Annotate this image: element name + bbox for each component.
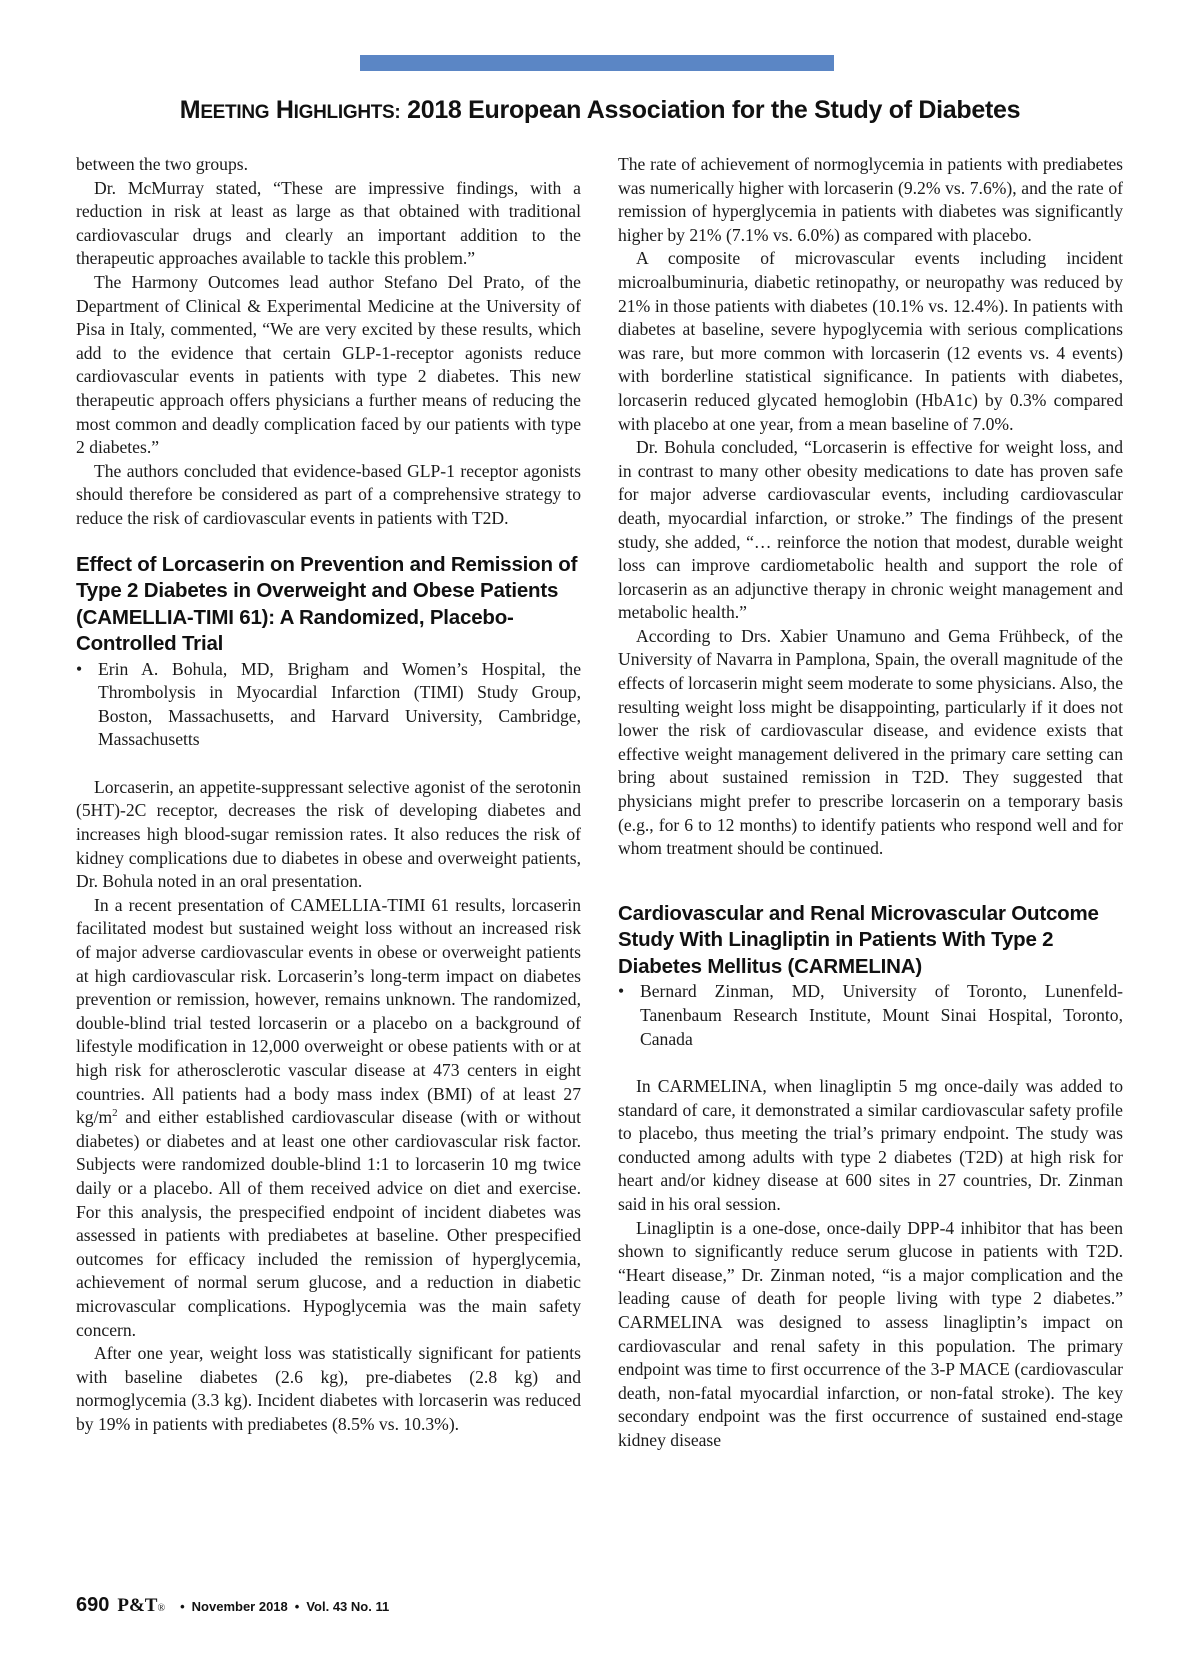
paragraph: In CARMELINA, when linagliptin 5 mg once-daily was added to standard of care, it demonstrated a similar cardiovascular safety profile to placebo, thus meeting the trial’s primary endpoint. The study was conducted among adults with type 2 diabetes (T2D) at high risk for heart and/or kidney disease at 600 sites in 27 countries, Dr. Zinman said in his oral session. — [618, 1076, 1123, 1215]
paragraph: Linagliptin is a one-dose, once-daily DPP-4 inhibitor that has been shown to significantly reduce serum glucose in patients with T2D. “Heart disease,” Dr. Zinman noted, “is a major complication and the leading cause of death for people living with type 2 diabetes.” CARMELINA was designed to assess linagliptin’s impact on cardiovascular and renal safety in this population. The primary endpoint was time to first occurrence of the 3-P MACE (cardiovascular death, non-fatal myocardial infarction, or non-fatal stroke). The key secondary endpoint was the first occurrence of sustained end-stage kidney disease — [618, 1217, 1123, 1450]
right-column — [618, 153, 1123, 1453]
paragraph: A composite of microvascular events including incident microalbuminuria, diabetic retinopathy, or neuropathy was reduced by 21% in those patients with diabetes (10.1% vs. 12.4%). In patients with diabetes at baseline, severe hypoglycemia with serious complications was rare, but more common with lorcaserin (12 events vs. 4 events) with borderline statistical significance. In patients with diabetes, lorcaserin reduced glycated hemoglobin (HbA1c) by 0.3% compared with placebo at one year, from a mean baseline of 7.0%. — [618, 248, 1123, 434]
section-heading-lorcaserin: Effect of Lorcaserin on Prevention and Remission of Type 2 Diabetes in Overweight and Obese Patients (CAMELLIA-TIMI 61): A Randomized, Placebo-Controlled Trial — [76, 552, 578, 655]
paragraph: Lorcaserin, an appetite-suppressant selective agonist of the serotonin (5HT)-2C receptor, decreases the risk of developing diabetes and increases high blood-sugar remission rates. It also reduces the risk of kidney complications due to diabetes in obese and overweight patients, Dr. Bohula noted in an oral presentation. — [76, 776, 581, 892]
volume-issue: Vol. 43 No. 11 — [306, 1599, 390, 1614]
paragraph: In a recent presentation of CAMELLIA-TIMI 61 results, lorcaserin facilitated modest but sustained weight loss without an increased risk of major adverse cardiovascular events in obese or overweight patients at high cardiovascular risk. Lorcaserin’s long-term impact on diabetes prevention or remission, however, remains unknown. The randomized, double-blind trial tested lorcaserin or a placebo on a background of lifestyle modification in 12,000 overweight or obese patients with or at high risk for atherosclerotic vascular disease at 473 centers in eight countries. All patients had a body mass index (BMI) of at least 27 $kg/m^2$ and either established cardiovascular disease (with or without diabetes) or diabetes and at least one other cardiovascular risk factor. Subjects were randomized double-blind 1:1 to lorcaserin 10 mg twice daily or a placebo. All of them received advice on diet and exercise. For this analysis, the prespecified endpoint of incident diabetes was assessed in patients with prediabetes at baseline. Other prespecified outcomes for efficacy included the remission of hyperglycemia, achievement of normal serum glucose, and a reduction in diabetic microvascular complications. Hypoglycemia was the main safety concern. — [76, 894, 581, 1340]
bullet-icon: • — [618, 981, 625, 1002]
section-heading-carmelina: Cardiovascular and Renal Microvascular Outcome Study With Linagliptin in Patients With Type 2 Diabetes Mellitus (CARMELINA) — [618, 901, 1099, 978]
page-footer: 690 P&T® • November 2018 • Vol. 43 No. 11 — [76, 1594, 390, 1616]
author-byline: • Bernard Zinman, MD, University of Toronto, Lunenfeld-Tanenbaum Research Institute, Mount Sinai Hospital, Toronto, Canada — [618, 980, 1123, 1051]
paragraph: Dr. Bohula concluded, “Lorcaserin is effective for weight loss, and in contrast to many other obesity medications to date has proven safe for major adverse cardiovascular events, including cardiovascular death, myocardial infarction, or stroke.” The findings of the present study, she added, “… reinforce the notion that modest, durable weight loss can improve cardiometabolic health and support the role of lorcaserin as an adjunctive therapy in chronic weight management and metabolic health.” — [618, 437, 1123, 623]
issue-date: November 2018 — [191, 1599, 288, 1614]
journal-name: P&T® — [117, 1595, 166, 1616]
paragraph: According to Drs. Xabier Unamuno and Gema Frühbeck, of the University of Navarra in Pamplona, Spain, the overall magnitude of the effects of lorcaserin might seem moderate to some physicians. Also, the resulting weight loss might be disappointing, particularly if it does not lower the risk of cardiovascular disease, and evidence exists that effective weight management delivered in the primary care setting can bring about sustained remission in T2D. They suggested that physicians might prefer to prescribe lorcaserin on a temporary basis (e.g., for 6 to 12 months) to identify patients who respond well and for whom treatment should be continued. — [618, 625, 1123, 859]
paragraph: The authors concluded that evidence-based GLP-1 receptor agonists should therefore be considered as part of a comprehensive strategy to reduce the risk of cardiovascular events in patients with T2D. — [76, 460, 581, 528]
left-column — [76, 153, 581, 1437]
bullet-icon: • — [76, 658, 83, 679]
running-header: MEETING HIGHLIGHTS: 2018 European Association for the Study of Diabetes — [179, 96, 1021, 124]
paragraph: After one year, weight loss was statistically significant for patients with baseline diabetes (2.6 kg), pre-diabetes (2.8 kg) and normoglycemia (3.3 kg). Incident diabetes with lorcaserin was reduced by 19% in patients with prediabetes (8.5% vs. 10.3%). — [76, 1343, 581, 1434]
header-accent-bar — [360, 55, 834, 71]
author-byline: • Erin A. Bohula, MD, Brigham and Women’s Hospital, the Thrombolysis in Myocardial Infarction (TIMI) Study Group, Boston, Massachusetts, and Harvard University, Cambridge, Massachusetts — [76, 658, 581, 752]
paragraph: The Harmony Outcomes lead author Stefano Del Prato, of the Department of Clinical & Experimental Medicine at the University of Pisa in Italy, commented, “We are very excited by these results, which add to the evidence that certain GLP-1-receptor agonists reduce cardiovascular events in patients with type 2 diabetes. This new therapeutic approach offers physicians a further means of reducing the most common and deadly complication faced by our patients with type 2 diabetes.” — [76, 271, 581, 458]
page-number: 690 — [76, 1594, 110, 1616]
paragraph: The rate of achievement of normoglycemia in patients with prediabetes was numerically higher with lorcaserin (9.2% vs. 7.6%), and the rate of remission of hyperglycemia in patients with diabetes was significantly higher by 21% (7.1% vs. 6.0%) as compared with placebo. — [618, 154, 1123, 245]
paragraph: between the two groups. — [76, 154, 248, 174]
paragraph: Dr. McMurray stated, “These are impressive findings, with a reduction in risk at least as large as that obtained with traditional cardiovascular drugs and clearly an important addition to the therapeutic approaches available to tackle this problem.” — [76, 177, 581, 269]
